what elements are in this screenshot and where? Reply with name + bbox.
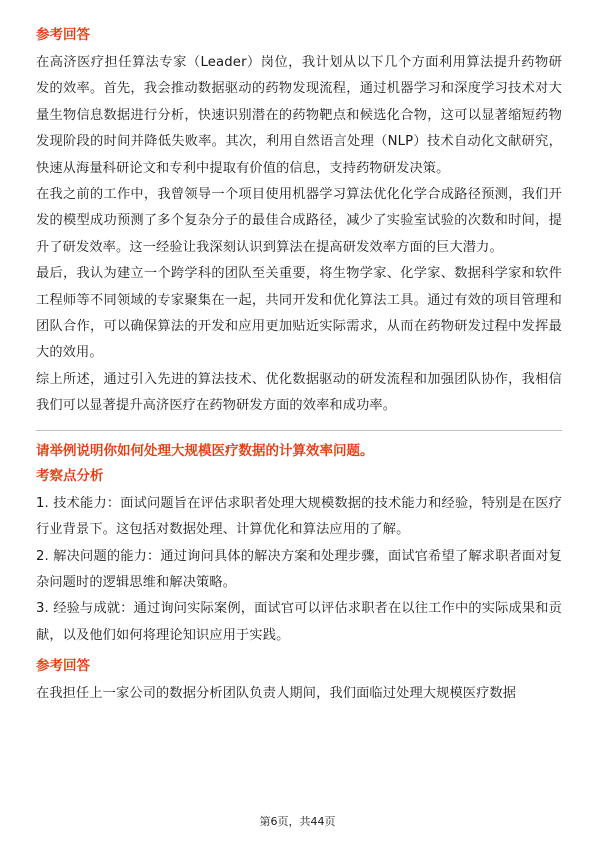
document-page <box>36 26 562 708</box>
analysis-heading: 考察点分析 <box>36 467 104 484</box>
reference-answer-heading: 参考回答 <box>36 27 90 43</box>
analysis-point-2: 2. 解决问题的能力：通过询问具体的解决方案和处理步骤，面试官希望了解求职者面对复杂问题时的逻辑思维和解决策略。 <box>36 548 562 590</box>
answer-paragraph-5: 在我担任上一家公司的数据分析团队负责人期间，我们面临过处理大规模医疗数据 <box>36 686 517 702</box>
reference-answer-heading-2: 参考回答 <box>36 658 90 675</box>
analysis-point-3: 3. 经验与成就：通过询问实际案例，面试官可以评估求职者在以往工作中的实际成果和贡献，以及他们如何将理论知识应用于实践。 <box>36 601 562 643</box>
answer-paragraph-4: 综上所述，通过引入先进的算法技术、优化数据驱动的研发流程和加强团队协作，我相信我们可以显著提升高济医疗在药物研发方面的效率和成功率。 <box>36 371 562 414</box>
answer-paragraph-3: 最后，我认为建立一个跨学科的团队至关重要，将生物学家、化学家、数据科学家和软件工程师等不同领域的专家聚集在一起，共同开发和优化算法工具。通过有效的项目管理和团队合作，可以确保算法的开发和应用更加贴近实际需求，从而在药物研发过程中发挥最大的效用。 <box>36 266 562 361</box>
page-number: 第6页，共44页 <box>259 815 336 828</box>
answer-paragraph-1: 在高济医疗担任算法专家（Leader）岗位，我计划从以下几个方面利用算法提升药物研发的效率。首先，我会推动数据驱动的药物发现流程，通过机器学习和深度学习技术对大量生物信息数据进行分析，快速识别潜在的药物靶点和候选化合物，这可以显著缩短药物发现阶段的时间并降低失败率。其次，利用自然语言处理（NLP）技术自动化文献研究，快速从海量科研论文和专利中提取有价值的信息，支持药物研发决策。 <box>36 55 562 176</box>
answer-paragraph-2: 在我之前的工作中，我曾领导一个项目使用机器学习算法优化化学合成路径预测，我们开发的模型成功预测了多个复杂分子的最佳合成路径，减少了实验室试验的次数和时间，提升了研发效率。这一经验让我深刻认识到算法在提高研发效率方面的巨大潜力。 <box>36 187 562 255</box>
section-divider <box>36 430 562 431</box>
interview-question: 请举例说明你如何处理大规模医疗数据的计算效率问题。 <box>36 442 374 459</box>
analysis-point-1: 1. 技术能力：面试问题旨在评估求职者处理大规模数据的技术能力和经验，特别是在医疗行业背景下。这包括对数据处理、计算优化和算法应用的了解。 <box>36 495 562 538</box>
